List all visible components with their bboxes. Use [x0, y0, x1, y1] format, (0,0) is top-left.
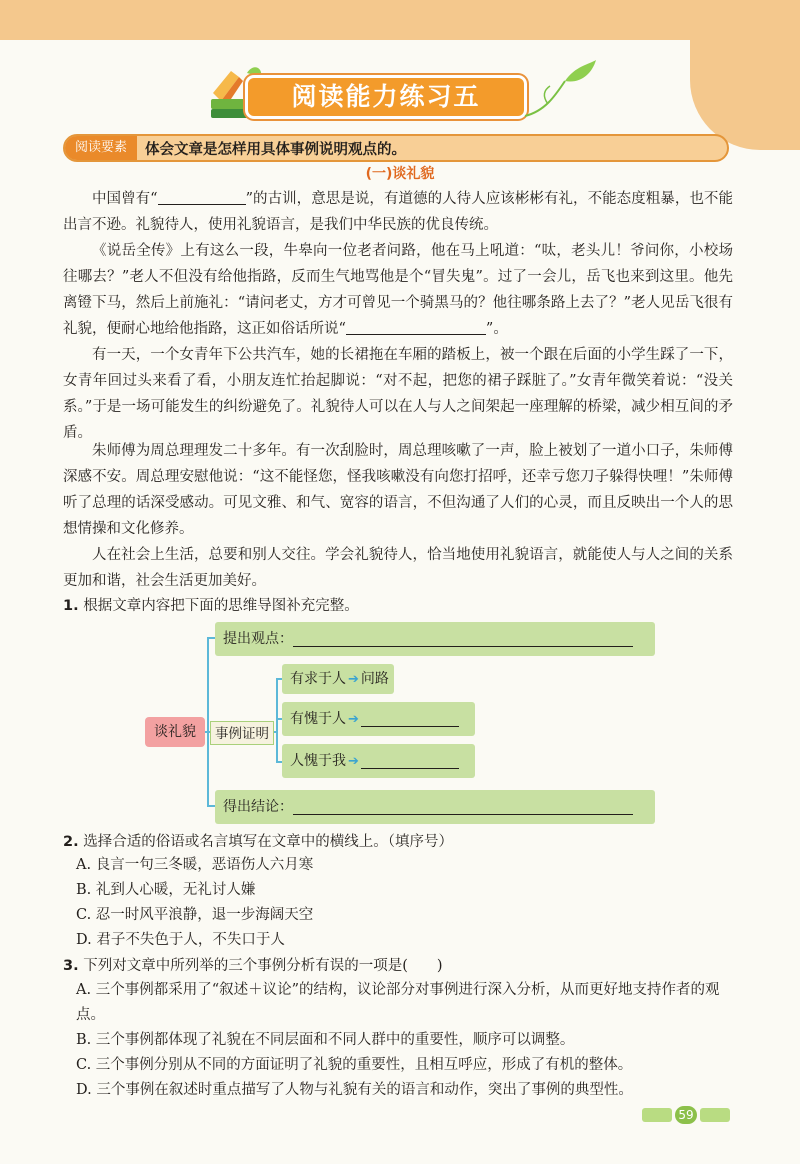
q3-option-c[interactable]: C. 三个事例分别从不同的方面证明了礼貌的重要性，且相互呼应，形成了有机的整体。	[76, 1057, 633, 1073]
page-title: 阅读能力练习五	[248, 78, 524, 116]
question-3	[63, 954, 443, 978]
q3-option-a[interactable]: A. 三个事例都采用了“叙述＋议论”的结构，议论部分对事例进行深入分析，从而更好地支持作者的观点。	[76, 982, 720, 1023]
page-deco-left	[642, 1108, 672, 1122]
question-2-text: 选择合适的俗语或名言填写在文章中的横线上。（填序号）	[83, 834, 453, 850]
header-band	[0, 0, 800, 40]
q2-option-d[interactable]: D. 君子不失色于人，不失口于人	[76, 932, 285, 948]
case-2-answer-line[interactable]	[361, 708, 459, 727]
mindmap-viewpoint-box	[215, 622, 655, 656]
q2-option-b[interactable]: B. 礼到人心暖，无礼讨人嫌	[76, 882, 256, 898]
reading-requirement-bar	[63, 134, 729, 162]
conclusion-label: 得出结论：	[223, 799, 293, 815]
q2-option-a[interactable]: A. 良言一句三冬暖，恶语伤人六月寒	[76, 857, 314, 873]
connector-line	[207, 805, 215, 807]
paragraph-1-start: 中国曾有“	[92, 191, 158, 207]
paragraph-5: 人在社会上生活，总要和别人交往。学会礼貌待人，恰当地使用礼貌语言，就能使人与人之间的关系更加和谐，社会生活更加美好。	[63, 547, 733, 589]
case-3-label: 人愧于我	[290, 753, 346, 769]
question-3-number: 3.	[63, 958, 79, 974]
connector-line	[207, 637, 215, 639]
page-deco-right	[700, 1108, 730, 1122]
viewpoint-answer-line[interactable]	[293, 628, 633, 647]
paragraph-2-rest: ”。	[485, 321, 508, 337]
case-1-label: 有求于人	[290, 671, 346, 687]
paragraph-4: 朱师傅为周总理理发二十多年。有一次刮脸时，周总理咳嗽了一声，脸上被划了一道小口子，朱师傅深感不安。周总理安慰他说：“这不能怪您，怪我咳嗽没有向您打招呼，还幸亏您刀子躲得快哩！”朱师傅听了总理的话深受感动。可见文雅、和气、宽容的语言，不但沟通了人们的心灵，而且反映出一个人的思想情操和文化修养。	[63, 443, 733, 537]
requirement-tag: 阅读要素	[65, 136, 137, 160]
mindmap-case-2	[282, 702, 475, 736]
proverb-blank-1[interactable]	[158, 188, 246, 205]
connector-line	[276, 678, 278, 763]
mindmap-case-3	[282, 744, 475, 778]
question-2	[63, 830, 453, 854]
arrow-right-icon: ➔	[348, 754, 359, 769]
question-3-text: 下列对文章中所列举的三个事例分析有误的一项是( )	[83, 958, 443, 974]
arrow-right-icon: ➔	[348, 672, 359, 687]
question-1-text: 根据文章内容把下面的思维导图补充完整。	[83, 598, 359, 614]
requirement-text: 体会文章是怎样用具体事例说明观点的。	[145, 141, 407, 158]
mindmap-proof: 事例证明	[210, 721, 274, 745]
page-number: 59	[675, 1106, 697, 1124]
q2-option-c[interactable]: C. 忍一时风平浪静，退一步海阔天空	[76, 907, 314, 923]
case-2-label: 有愧于人	[290, 711, 346, 727]
arrow-right-icon: ➔	[348, 712, 359, 727]
mindmap-root: 谈礼貌	[145, 717, 205, 747]
paragraph-2-start: 《说岳全传》上有这么一段，牛皋向一位老者问路，他在马上吼道：“呔，老头儿！爷问你，小校场往哪去？”老人不但没有给他指路，反而生气地骂他是个“冒失鬼”。过了一会儿，岳飞也来到这里。他先离镫下马，然后上前施礼：“请问老丈，方才可曾见一个骑黑马的？他往哪条路上去了？”老人见岳飞很有礼貌，便耐心地给他指路，这正如俗话所说“	[63, 243, 733, 337]
mindmap-case-1	[282, 664, 394, 694]
paragraph-3: 有一天，一个女青年下公共汽车，她的长裙拖在车厢的踏板上，被一个跟在后面的小学生踩了一下，女青年回过头来看了看，小朋友连忙抬起脚说：“对不起，把您的裙子踩脏了。”女青年微笑着说：“没关系。”于是一场可能发生的纠纷避免了。礼貌待人可以在人与人之间架起一座理解的桥梁，减少相互间的矛盾。	[63, 347, 733, 441]
mindmap-conclusion-box	[215, 790, 655, 824]
q3-option-b[interactable]: B. 三个事例都体现了礼貌在不同层面和不同人群中的重要性，顺序可以调整。	[76, 1032, 575, 1048]
proverb-blank-2[interactable]	[346, 318, 486, 335]
paragraph-2	[63, 238, 733, 342]
conclusion-answer-line[interactable]	[293, 796, 633, 815]
q3-option-d[interactable]: D. 三个事例在叙述时重点描写了人物与礼貌有关的语言和动作，突出了事例的典型性。	[76, 1082, 633, 1098]
paragraph-1-rest: ”的古训，意思是说，有道德的人待人应该彬彬有礼，不能态度粗暴，也不能出言不逊。礼貌待人，使用礼貌语言，是我们中华民族的优良传统。	[63, 191, 733, 233]
leaf-icon	[520, 56, 600, 126]
connector-line	[207, 637, 209, 807]
paragraph-1	[63, 186, 733, 238]
question-1-number: 1.	[63, 598, 79, 614]
case-3-answer-line[interactable]	[361, 750, 459, 769]
section-title: (一)谈礼貌	[365, 166, 435, 182]
viewpoint-label: 提出观点：	[223, 631, 293, 647]
question-2-number: 2.	[63, 834, 79, 850]
header-corner	[690, 0, 800, 150]
question-1	[63, 594, 359, 618]
case-1-answer: 问路	[360, 671, 389, 687]
